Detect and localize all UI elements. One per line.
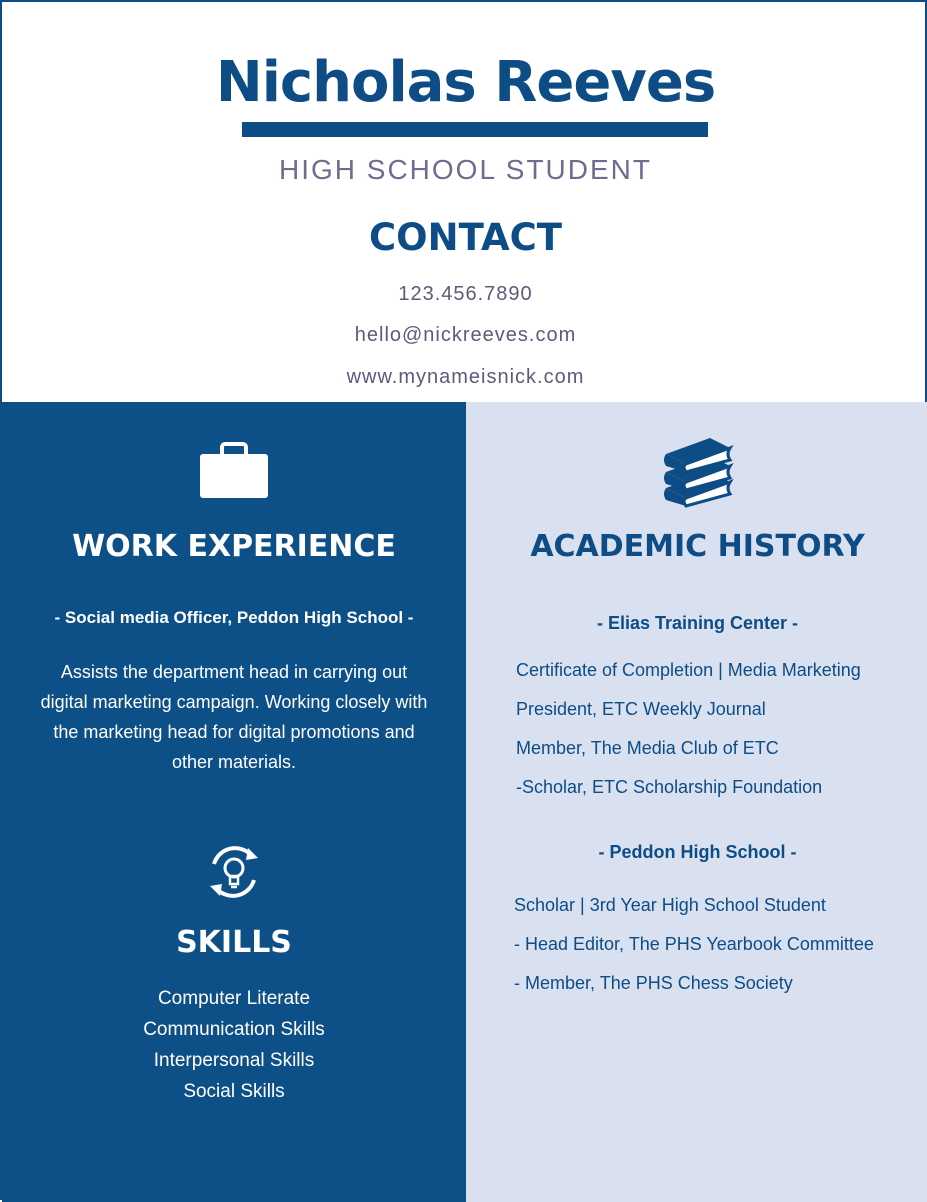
- candidate-role: HIGH SCHOOL STUDENT: [279, 154, 652, 185]
- books-icon: [660, 434, 734, 513]
- academic-history-heading: ACADEMIC HISTORY: [530, 529, 865, 564]
- name-underline: [242, 122, 708, 137]
- academic-item: - Head Editor, The PHS Yearbook Committee: [514, 934, 874, 954]
- job-title: - Social media Officer, Peddon High School -: [54, 608, 414, 627]
- academic-item: President, ETC Weekly Journal: [516, 699, 766, 719]
- skills-list: [2, 983, 466, 1107]
- academic-item: -Scholar, ETC Scholarship Foundation: [516, 777, 823, 797]
- lightbulb-cycle-icon: [204, 842, 264, 907]
- job-description: Assists the department head in carrying out digital marketing campaign. Working closely with the marketing head for digital promotions and other materials.: [40, 662, 428, 772]
- academic-item: Scholar | 3rd Year High School Student: [514, 895, 826, 915]
- briefcase-icon: [198, 442, 270, 505]
- resume-header: [2, 2, 927, 402]
- skill-item: Interpersonal Skills: [153, 1050, 315, 1071]
- academic-list: [516, 651, 861, 807]
- contact-heading: CONTACT: [369, 216, 562, 259]
- skills-heading: SKILLS: [176, 925, 292, 960]
- left-panel: [2, 402, 466, 1202]
- right-panel: [466, 402, 927, 1202]
- academic-list: [514, 886, 874, 1003]
- academic-item: - Member, The PHS Chess Society: [514, 973, 793, 993]
- skill-item: Social Skills: [183, 1081, 285, 1102]
- academic-item: Member, The Media Club of ETC: [516, 738, 779, 758]
- skill-item: Communication Skills: [143, 1019, 325, 1040]
- skill-item: Computer Literate: [157, 988, 311, 1009]
- contact-website: www.mynameisnick.com: [346, 366, 585, 388]
- academic-item: Certificate of Completion | Media Marketing: [516, 660, 861, 680]
- work-experience-heading: WORK EXPERIENCE: [72, 529, 396, 564]
- school-name: - Peddon High School -: [598, 842, 797, 862]
- contact-phone: 123.456.7890: [398, 283, 533, 305]
- candidate-name: Nicholas Reeves: [215, 50, 716, 115]
- contact-email: hello@nickreeves.com: [354, 324, 577, 346]
- school-name: - Elias Training Center -: [596, 613, 799, 633]
